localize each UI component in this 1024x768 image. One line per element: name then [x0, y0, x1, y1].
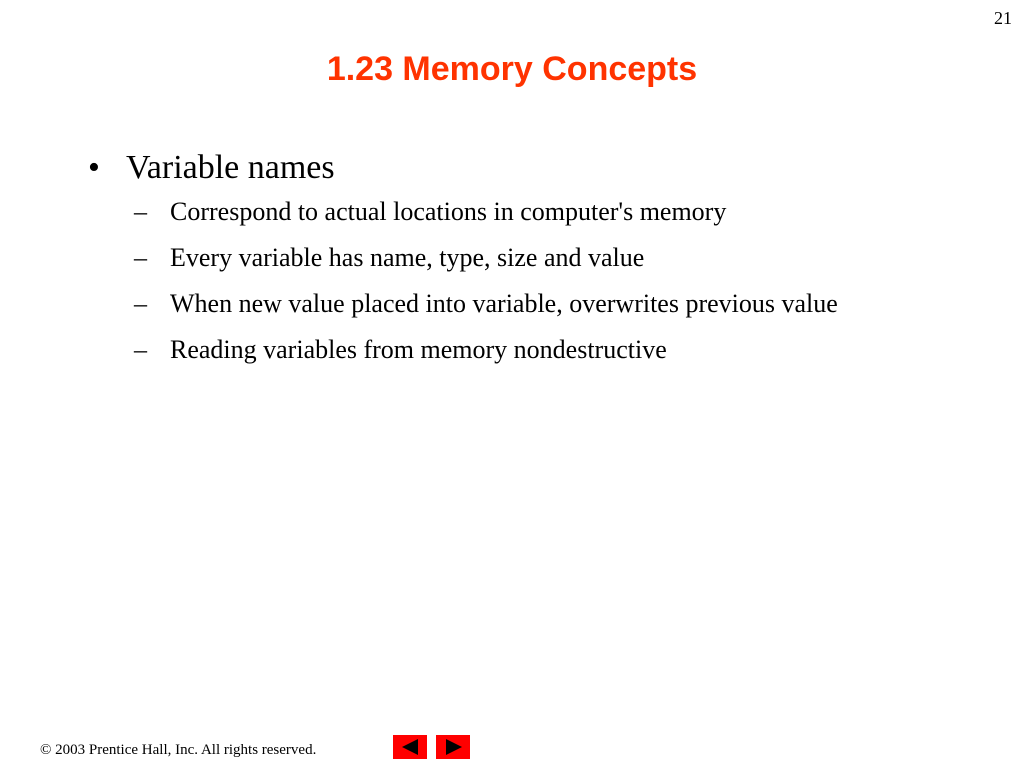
sub-bullet-text: Reading variables from memory nondestructive: [170, 335, 667, 364]
right-arrow-icon: [446, 739, 462, 755]
sub-bullet-item: [134, 286, 948, 322]
slide-content: [88, 148, 948, 378]
sub-bullet-text: Every variable has name, type, size and value: [170, 243, 645, 272]
sub-bullet-text: When new value placed into variable, overwrites previous value: [170, 289, 838, 318]
sub-bullet-marker: –: [134, 197, 147, 226]
bullet-marker: •: [88, 149, 100, 186]
sub-bullet-marker: –: [134, 335, 147, 364]
navigation-buttons: [393, 735, 470, 759]
sub-bullet-item: [134, 240, 948, 276]
bullet-item: [88, 148, 948, 188]
next-slide-button[interactable]: [436, 735, 470, 759]
previous-slide-button[interactable]: [393, 735, 427, 759]
sub-bullet-item: [134, 194, 948, 230]
sub-bullet-marker: –: [134, 243, 147, 272]
left-arrow-icon: [402, 739, 418, 755]
sub-bullet-list: [88, 194, 948, 368]
sub-bullet-item: [134, 332, 948, 368]
sub-bullet-text: Correspond to actual locations in computer's memory: [170, 197, 727, 226]
page-number: 21: [994, 8, 1012, 28]
bullet-text: Variable names: [126, 149, 335, 186]
slide-title: 1.23 Memory Concepts: [326, 50, 698, 88]
copyright-footer: © 2003 Prentice Hall, Inc. All rights reserved.: [40, 742, 317, 758]
sub-bullet-marker: –: [134, 289, 147, 318]
